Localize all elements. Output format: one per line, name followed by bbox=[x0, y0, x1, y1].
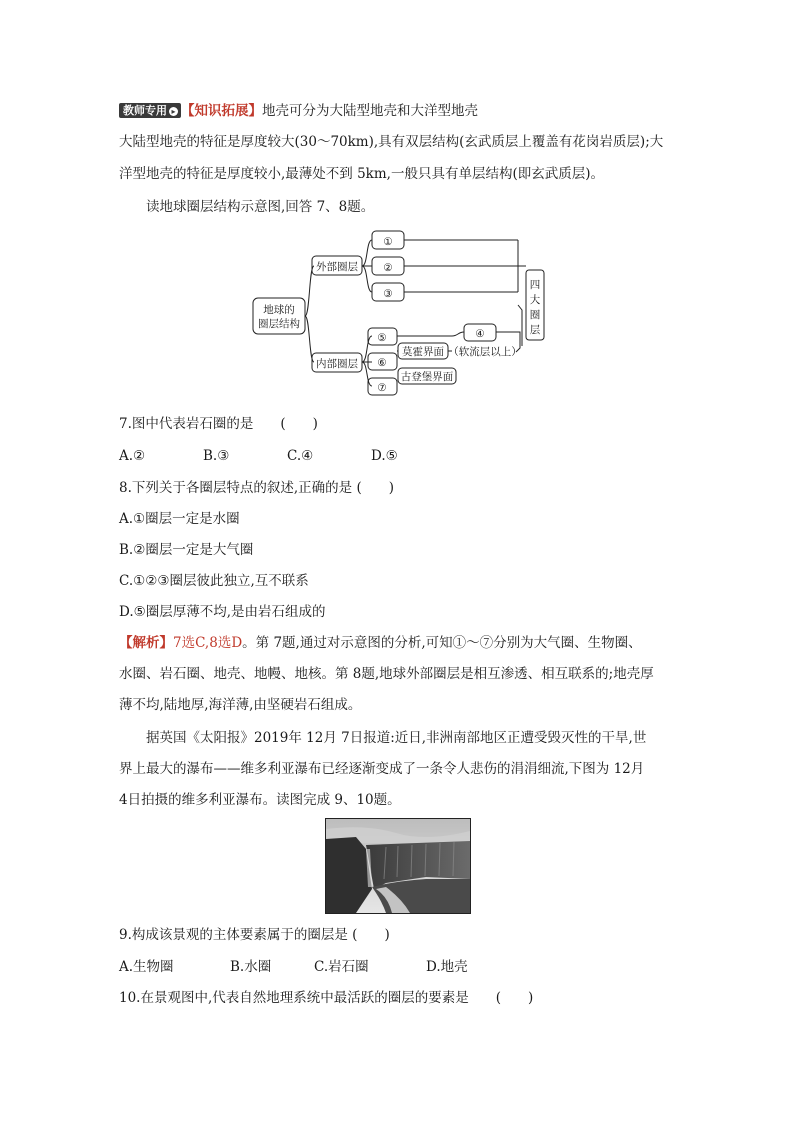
asthenosphere-label: （软流层以上） bbox=[448, 346, 522, 358]
moho-box bbox=[398, 343, 448, 359]
box-5 bbox=[368, 328, 397, 345]
item-4: ④ bbox=[475, 328, 485, 340]
paragraph2-line1: 据英国《太阳报》2019年 12月 7日报道:近日,非洲南部地区正遭受毁灭性的干旱,世 bbox=[146, 730, 647, 746]
q9-option-a[interactable]: A.生物圈 bbox=[119, 959, 174, 975]
q8-stem: 8.下列关于各圈层特点的叙述,正确的是 ( ) bbox=[119, 480, 394, 496]
item-7: ⑦ bbox=[377, 382, 387, 394]
root-label-line1: 地球的 bbox=[263, 304, 295, 316]
box-7 bbox=[368, 378, 397, 395]
outer-label: 外部圈层 bbox=[316, 261, 358, 273]
paragraph2-line3: 4日拍摄的维多利亚瀑布。读图完成 9、10题。 bbox=[119, 792, 401, 808]
box-3 bbox=[372, 283, 404, 301]
q9-option-b[interactable]: B.水圈 bbox=[230, 959, 272, 975]
q7-option-b[interactable]: B.③ bbox=[203, 448, 230, 464]
play-icon: ▸ bbox=[169, 107, 178, 116]
item-2: ② bbox=[383, 262, 393, 274]
paragraph1-line2: 洋型地壳的特征是厚度较小,最薄处不到 5km,一般只具有单层结构(即玄武质层)。 bbox=[119, 166, 604, 182]
analysis-line2: 水圈、岩石圈、地壳、地幔、地核。第 8题,地球外部圈层是相互渗透、相互联系的;地壳厚 bbox=[119, 666, 654, 682]
analysis-line1 bbox=[119, 633, 642, 653]
analysis-line1-rest: 。第 7题,通过对示意图的分析,可知①～⑦分别为大气圈、生物圈、 bbox=[242, 635, 642, 651]
moho-label: 莫霍界面 bbox=[402, 346, 444, 358]
box-4 bbox=[464, 324, 496, 341]
analysis-label: 【解析】 bbox=[119, 635, 173, 651]
outer-brace-top bbox=[362, 240, 372, 266]
intro-q7-8: 读地球圈层结构示意图,回答 7、8题。 bbox=[146, 199, 375, 215]
item-1: ① bbox=[383, 236, 393, 248]
line-4-right bbox=[496, 332, 520, 352]
inner-brace-bottom bbox=[362, 362, 372, 386]
four-spheres-char1: 四 bbox=[529, 279, 541, 291]
victoria-falls-photo bbox=[325, 818, 471, 914]
outer-box bbox=[312, 256, 362, 275]
bracket-lower bbox=[518, 305, 522, 346]
q8-option-a[interactable]: A.①圈层一定是水圈 bbox=[119, 511, 240, 527]
q7-option-a[interactable]: A.② bbox=[119, 448, 146, 464]
line-5-to-4 bbox=[397, 332, 464, 336]
box-1 bbox=[372, 231, 404, 249]
q7-stem: 7.图中代表岩石圈的是 ( ) bbox=[119, 416, 318, 432]
inner-label: 内部圈层 bbox=[316, 358, 358, 370]
analysis-answer: 7选C,8选D bbox=[173, 635, 243, 651]
q9-options bbox=[119, 957, 468, 977]
teacher-only-badge: 教师专用 ▸ bbox=[119, 103, 181, 118]
q7-option-c[interactable]: C.④ bbox=[287, 448, 314, 464]
root-label-line2: 圈层结构 bbox=[258, 318, 300, 330]
root-to-outer-line bbox=[305, 266, 314, 316]
knowledge-title-text: 地壳可分为大陆型地壳和大洋型地壳 bbox=[262, 103, 478, 119]
box-6 bbox=[368, 353, 397, 370]
q9-option-d[interactable]: D.地壳 bbox=[426, 959, 468, 975]
four-spheres-char4: 层 bbox=[529, 324, 541, 336]
paragraph1-line1: 大陆型地壳的特征是厚度较大(30～70km),具有双层结构(玄武质层上覆盖有花岗岩质层);大 bbox=[119, 134, 664, 150]
item-5: ⑤ bbox=[377, 332, 387, 344]
q8-option-d[interactable]: D.⑤圈层厚薄不均,是由岩石组成的 bbox=[119, 604, 326, 620]
root-box bbox=[253, 298, 305, 334]
four-spheres-box bbox=[526, 270, 544, 340]
box-2 bbox=[372, 257, 404, 275]
q9-stem: 9.构成该景观的主体要素属于的圈层是 ( ) bbox=[119, 927, 390, 943]
q7-options bbox=[119, 446, 398, 466]
root-to-inner-line bbox=[305, 316, 314, 362]
gutenberg-label: 古登堡界面 bbox=[400, 371, 454, 383]
victoria-falls-image bbox=[326, 819, 470, 913]
q9-option-c[interactable]: C.岩石圈 bbox=[314, 959, 369, 975]
inner-box bbox=[312, 353, 362, 372]
q7-option-d[interactable]: D.⑤ bbox=[371, 448, 398, 464]
q10-stem: 10.在景观图中,代表自然地理系统中最活跃的圈层的要素是 ( ) bbox=[119, 990, 534, 1006]
analysis-line3: 薄不均,陆地厚,海洋薄,由坚硬岩石组成。 bbox=[119, 697, 362, 713]
inner-brace-top bbox=[362, 336, 372, 362]
q8-option-c[interactable]: C.①②③圈层彼此独立,互不联系 bbox=[119, 573, 309, 589]
item-3: ③ bbox=[383, 288, 393, 300]
outer-brace-bottom bbox=[362, 266, 372, 292]
gutenberg-box bbox=[398, 368, 456, 384]
q8-option-b[interactable]: B.②圈层一定是大气圈 bbox=[119, 542, 254, 558]
knowledge-header bbox=[119, 101, 478, 121]
knowledge-title-bracket: 【知识拓展】 bbox=[181, 103, 262, 119]
four-spheres-char3: 圈 bbox=[529, 309, 541, 321]
item-6: ⑥ bbox=[377, 357, 387, 369]
four-spheres-char2: 大 bbox=[529, 294, 541, 306]
paragraph2-line2: 界上最大的瀑布——维多利亚瀑布已经逐渐变成了一条令人悲伤的涓涓细流,下图为 12月 bbox=[119, 761, 645, 777]
